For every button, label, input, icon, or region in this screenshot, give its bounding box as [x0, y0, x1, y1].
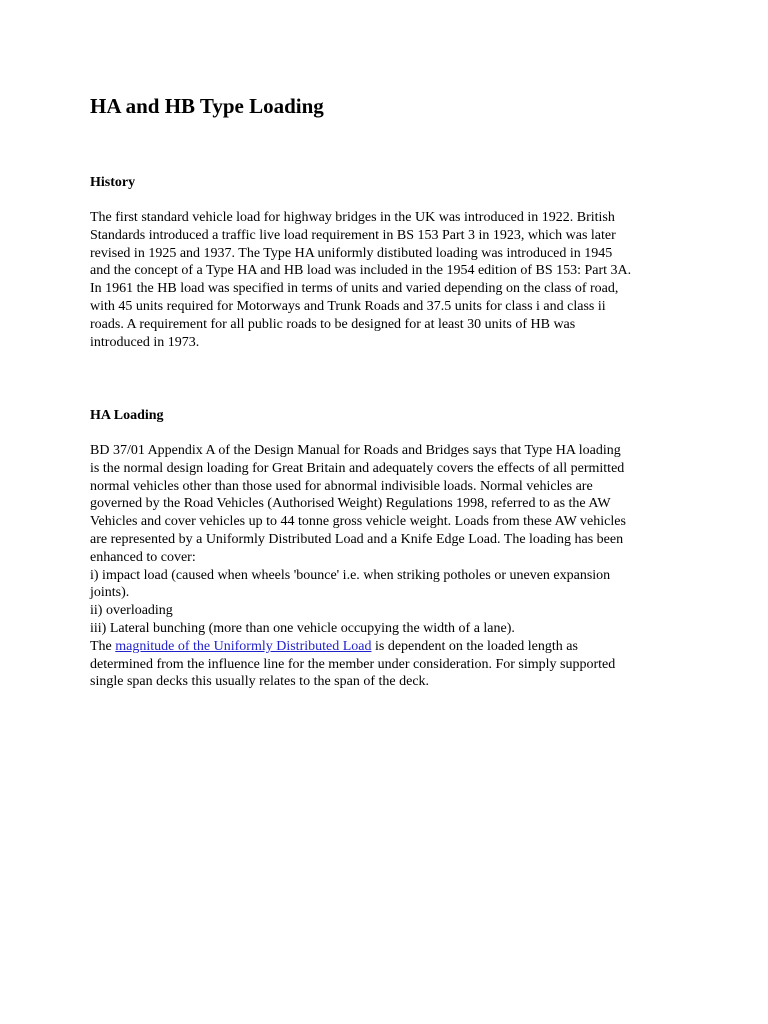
paragraph-line: single span decks this usually relates to the span of the deck.: [90, 674, 430, 690]
link-line-suffix: is dependent on the loaded length as: [371, 638, 578, 654]
paragraph-line: is the normal design loading for Great Britain and adequately covers the effects of all permitted: [90, 460, 625, 476]
paragraph-line: are represented by a Uniformly Distributed Load and a Knife Edge Load. The loading has been: [90, 531, 624, 547]
paragraph-line: normal vehicles other than those used for abnormal indivisible loads. Normal vehicles are: [90, 478, 593, 494]
paragraph-line: governed by the Road Vehicles (Authorised Weight) Regulations 1998, referred to as the AW: [90, 496, 611, 512]
list-item-overloading: ii) overloading: [90, 603, 173, 619]
paragraph-line: enhanced to cover:: [90, 549, 196, 565]
paragraph-line: Standards introduced a traffic live load requirement in BS 153 Part 3 in 1923, which was later: [90, 227, 616, 243]
udl-magnitude-link[interactable]: magnitude of the Uniformly Distributed Load: [115, 638, 372, 654]
link-line: [90, 638, 680, 656]
link-line-prefix: The: [90, 638, 116, 654]
paragraph-line: In 1961 the HB load was specified in terms of units and varied depending on the class of road,: [90, 281, 619, 297]
paragraph-line: BD 37/01 Appendix A of the Design Manual for Roads and Bridges says that Type HA loading: [90, 443, 621, 458]
section-heading-ha-loading: HA Loading: [90, 408, 164, 423]
paragraph-line: introduced in 1973.: [90, 334, 200, 350]
paragraph-line: revised in 1925 and 1937. The Type HA uniformly distibuted loading was introduced in 1945: [90, 245, 613, 261]
paragraph-line: roads. A requirement for all public roads to be designed for at least 30 units of HB was: [90, 316, 576, 332]
history-paragraph: [90, 209, 680, 351]
paragraph-line: determined from the influence line for the member under consideration. For simply supported: [90, 656, 616, 672]
section-heading-history: History: [90, 175, 136, 190]
paragraph-line: with 45 units required for Motorways and Trunk Roads and 37.5 units for class i and class ii: [90, 298, 606, 314]
list-item-lateral-bunching: iii) Lateral bunching (more than one vehicle occupying the width of a lane).: [90, 620, 515, 636]
page-title: HA and HB Type Loading: [90, 94, 324, 118]
list-item-impact-load-cont: joints).: [90, 585, 130, 601]
list-item-impact-load: i) impact load (caused when wheels 'bounce' i.e. when striking potholes or uneven expansion: [90, 567, 611, 583]
paragraph-line: and the concept of a Type HA and HB load was included in the 1954 edition of BS 153: Part 3A.: [90, 263, 632, 279]
paragraph-line: Vehicles and cover vehicles up to 44 tonne gross vehicle weight. Loads from these AW vehicles: [90, 514, 626, 530]
paragraph-line: The first standard vehicle load for highway bridges in the UK was introduced in 1922. British: [90, 210, 615, 225]
ha-loading-paragraph: [90, 442, 680, 691]
